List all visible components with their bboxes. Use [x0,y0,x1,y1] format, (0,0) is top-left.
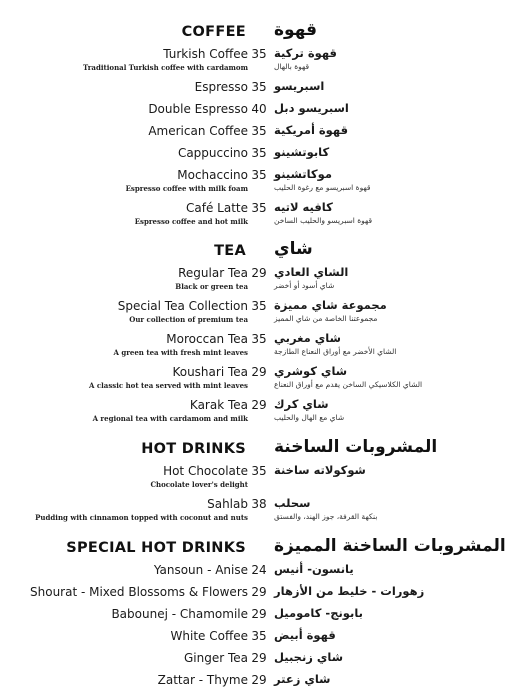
menu-item-price: 29 [251,607,267,621]
menu-item-name: Babounej - Chamomile [111,607,248,621]
menu-item-name-ar: سحلب [274,496,311,510]
section-title-special-hot-drinks: SPECIAL HOT DRINKS [66,540,246,556]
menu-item-name-ar: موكاتشينو [274,167,332,181]
menu-item-name-ar: اسبريسو دبل [274,101,349,115]
menu-item-name-ar: شاي كرك [274,397,329,411]
menu-item-name: Mochaccino [177,168,248,182]
menu-item-name-ar: شوكولاته ساخنة [274,463,366,477]
menu-item-description-ar: قهوة بالهال [274,62,310,71]
menu-item-name: Shourat - Mixed Blossoms & Flowers [30,585,248,599]
menu-item-price: 35 [251,201,267,215]
menu-item-description-ar: مجموعتنا الخاصة من شاي المميز [274,314,378,323]
menu-item-name-ar: يانسون- أنيس [274,562,354,576]
menu-item-name: Koushari Tea [172,365,248,379]
menu-item-description-ar: شاي أسود أو أخضر [274,281,335,290]
menu-item-name-ar: كابوتشينو [274,145,330,159]
menu-item-name: Moroccan Tea [166,332,248,346]
menu-item-name: Double Espresso [148,102,248,116]
menu-item-name-ar: قهوة تركية [274,46,337,60]
menu-item-description-ar: بنكهة القرفة، جوز الهند، والفستق [274,512,378,521]
menu-item-name-ar: قهوة أمريكية [274,123,349,137]
menu-item-description: Espresso coffee with milk foam [125,184,248,193]
menu-item-description: A classic hot tea served with mint leaves [89,381,248,390]
menu-item-name: White Coffee [170,629,248,643]
menu-item-price: 24 [251,563,267,577]
menu-item-description: Our collection of premium tea [129,315,248,324]
menu-item-price: 29 [251,365,267,379]
menu-item-name: Sahlab [207,497,248,511]
menu-item-name-ar: مجموعة شاي مميزة [274,298,387,312]
menu-item-price: 35 [251,80,267,94]
menu-item-name-ar: شاي كوشري [274,364,348,378]
menu-item-price: 29 [251,266,267,280]
menu-item-name-ar: زهورات - خليط من الأزهار [274,584,425,598]
menu-item-name: Cappuccino [177,146,248,160]
menu-item-price: 29 [251,585,267,599]
menu-item-description-ar: شاي مع الهال والحليب [274,413,345,422]
menu-item-name: Regular Tea [178,266,248,280]
menu-item-name: Special Tea Collection [117,299,248,313]
menu-item-price: 35 [251,47,267,61]
menu-item-description: Pudding with cinnamon topped with coconut and nuts [35,513,248,522]
menu-item-name-ar: الشاي العادي [274,265,349,279]
menu-item-price: 35 [251,168,267,182]
section-title-special-hot-drinks-ar: المشروبات الساخنة المميزة [274,536,506,556]
menu-item-name: Ginger Tea [183,651,248,665]
menu-item-description: Traditional Turkish coffee with cardamom [83,63,248,72]
menu-item-name-ar: شاي زنجبيل [274,650,344,664]
menu-item-name: Hot Chocolate [163,464,248,478]
menu-item-price: 35 [251,629,267,643]
menu-item-name: American Coffee [148,124,248,138]
menu-item-price: 35 [251,332,267,346]
section-title-tea-ar: شاي [274,239,313,259]
menu-item-name: Espresso [194,80,248,94]
menu-item-price: 35 [251,124,267,138]
menu-item-description-ar: قهوة اسبريسو مع رغوة الحليب [274,183,371,192]
menu-item-name-ar: كافيه لاتيه [274,200,333,214]
menu-item-description: A green tea with fresh mint leaves [113,348,248,357]
menu-item-name: Karak Tea [189,398,248,412]
menu-item-name-ar: اسبريسو [274,79,325,93]
menu-item-description-ar: الشاي الأخضر مع أوراق النعناع الطازجة [274,347,397,356]
menu-item-price: 35 [251,146,267,160]
menu-item-price: 29 [251,398,267,412]
menu-item-name-ar: شاي زعتر [274,672,331,686]
section-title-tea: TEA [214,243,246,259]
section-title-coffee-ar: قهوة [274,20,318,40]
menu-item-price: 35 [251,464,267,478]
menu-item-name-ar: قهوة أبيض [274,628,336,642]
menu-item-name: Turkish Coffee [163,47,248,61]
menu-item-name: Café Latte [186,201,248,215]
menu-item-description: Espresso coffee and hot milk [134,217,248,226]
section-title-hot-drinks-ar: المشروبات الساخنة [274,437,438,457]
menu-item-price: 40 [251,102,267,116]
section-title-hot-drinks: HOT DRINKS [141,441,246,457]
menu-item-name: Yansoun - Anise [153,563,248,577]
menu-item-description: A regional tea with cardamom and milk [92,414,248,423]
menu-item-description: Black or green tea [175,282,248,291]
menu-item-description-ar: الشاي الكلاسيكي الساخن يقدم مع أوراق النعناع [274,380,423,389]
menu-item-name-ar: شاي مغربي [274,331,341,345]
menu-item-price: 29 [251,651,267,665]
menu-item-price: 35 [251,299,267,313]
section-title-coffee: COFFEE [181,24,246,40]
menu-item-price: 29 [251,673,267,687]
menu-item-name: Zattar - Thyme [157,673,248,687]
menu-item-price: 38 [251,497,267,511]
menu-item-description: Chocolate lover's delight [150,480,248,489]
menu-item-name-ar: بابونج- كاموميل [274,606,363,620]
menu-item-description-ar: قهوة اسبريسو والحليب الساخن [274,216,373,225]
